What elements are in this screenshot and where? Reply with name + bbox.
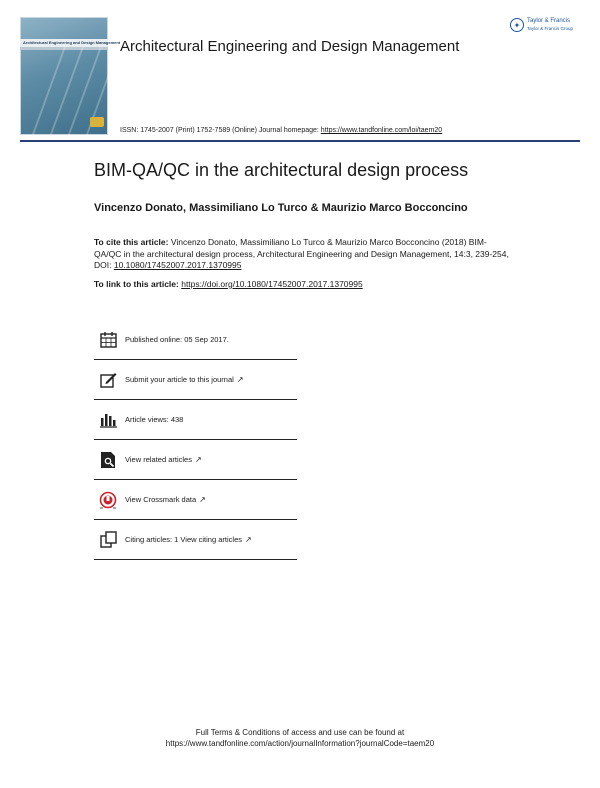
calendar-icon [98, 330, 118, 350]
publisher-logo-icon: ✦ [510, 18, 524, 32]
published-online-item [94, 320, 297, 360]
external-link-icon: ↗ [245, 535, 252, 544]
search-doc-icon [98, 450, 118, 470]
article-views-item [94, 400, 297, 440]
journal-homepage-link[interactable]: https://www.tandfonline.com/loi/taem20 [320, 127, 443, 134]
header-divider [20, 140, 580, 142]
related-articles-item[interactable] [94, 440, 297, 480]
publisher-name: Taylor & Francis [527, 18, 571, 24]
issn-text: ISSN: 1745-2007 (Print) 1752-7589 (Online) Journal homepage: [120, 127, 321, 134]
related-articles-text: View related articles [125, 455, 192, 464]
article-title: BIM-QA/QC in the architectural design process [94, 160, 469, 180]
submit-article-item[interactable] [94, 360, 297, 400]
citing-icon [98, 530, 118, 550]
crossmark-text: View Crossmark data [125, 495, 197, 504]
doi-link[interactable]: 10.1080/17452007.2017.1370995 [113, 260, 242, 270]
related-articles-label [125, 455, 202, 464]
cover-badge [90, 117, 104, 127]
article-doi-link[interactable]: https://doi.org/10.1080/17452007.2017.1370995 [181, 279, 363, 289]
article-views-label: Article views: 438 [125, 415, 184, 424]
submit-article-label [125, 375, 244, 384]
citing-articles-label [125, 535, 252, 544]
cover-glass-line [74, 47, 120, 167]
link-label: To link to this article: [94, 279, 182, 289]
cover-title: Architectural Engineering and Design Management [23, 40, 121, 45]
publisher-logo-text [527, 18, 573, 32]
article-authors: Vincenzo Donato, Massimiliano Lo Turco & Maurizio Marco Bocconcino [94, 202, 468, 214]
footer-terms [0, 727, 600, 749]
publisher-group: Taylor & Francis Group [527, 26, 574, 31]
external-link-icon: ↗ [236, 375, 244, 384]
submit-article-text: Submit your article to this journal [125, 375, 234, 384]
publisher-logo[interactable] [510, 14, 582, 36]
footer-terms-text: Full Terms & Conditions of access and use can be found at [195, 728, 405, 737]
footer-terms-link[interactable]: https://www.tandfonline.com/action/journalInformation?journalCode=taem20 [165, 739, 435, 748]
journal-title: Architectural Engineering and Design Management [120, 38, 460, 55]
article-info-list [94, 320, 297, 560]
edit-icon [98, 370, 118, 390]
crossmark-item[interactable] [94, 480, 297, 520]
cite-text: Vincenzo Donato, Massimiliano Lo Turco & Maurizio Marco Bocconcino (2018) BIM-QA/QC in the architectural design process, Architectural Engineering and Design Management, 14:3, 239-254, DOI: [94, 237, 509, 270]
cite-label: To cite this article: [94, 237, 169, 247]
crossmark-label [125, 495, 206, 504]
journal-cover-image [20, 17, 121, 135]
external-link-icon: ↗ [194, 455, 202, 464]
citing-articles-item[interactable] [94, 520, 297, 560]
article-link-line [94, 279, 363, 289]
bar-chart-icon [98, 410, 118, 430]
published-online-label: Published online: 05 Sep 2017. [125, 335, 229, 344]
external-link-icon: ↗ [199, 495, 206, 504]
crossmark-icon [98, 490, 118, 510]
cite-block [94, 237, 514, 272]
citing-articles-text: Citing articles: 1 View citing articles [125, 535, 242, 544]
issn-line [120, 127, 442, 134]
